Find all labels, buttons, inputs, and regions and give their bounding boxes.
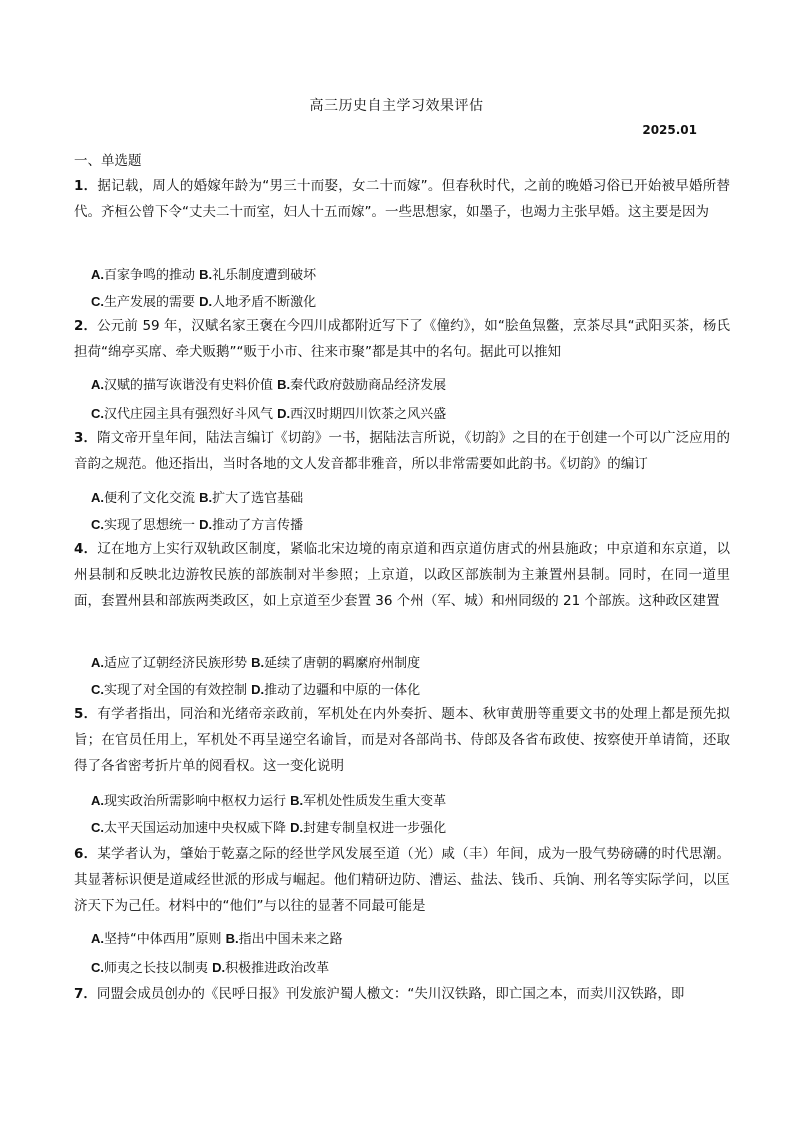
option-text: 人地矛盾不断激化 [212,295,317,310]
option-letter: B. [199,267,213,282]
option-text: 积极推进政治改革 [225,961,330,976]
option-text: 百家争鸣的推动 [104,268,196,283]
question-number: 5． [74,706,98,722]
option-text: 汉赋的描写诙谐没有史料价值 [104,378,274,393]
question-4-options-row-2 [91,679,420,698]
question-2-options-row-1 [91,374,446,393]
option-letter: D. [290,820,304,835]
option-text: 延续了唐朝的羁縻府州制度 [264,656,421,671]
question-stem: 辽在地方上实行双轨政区制度，紧临北宋边境的南京道和西京道仿唐式的州县施政；中京道和东京道，以州县制和反映北边游牧民族的部族制对半参照；上京道，以政区部族制为主兼置州县制。同时，在同一道里面，套置州县和部族两类政区，如上京道至少套置 36 个州（军、城）和州同级的 21 个部族。这种政区建置 [74,541,730,609]
option-letter: B. [251,655,265,670]
option-text: 秦代政府鼓励商品经济发展 [290,378,447,393]
question-stem: 隋文帝开皇年间，陆法言编订《切韵》一书，据陆法言所说，《切韵》之目的在于创建一个可以广泛应用的音韵之规范。他还指出，当时各地的文人发音都非雅音，所以非常需要如此韵书。《切韵》的编订 [74,430,730,472]
question-1-options-row-1 [91,264,316,283]
question-stem: 公元前 59 年，汉赋名家王褒在今四川成都附近写下了《僮约》，如“脍鱼炰鳖，烹茶尽具“武阳买茶，杨氏担荷“绵亭买席、牵犬贩鹅”“贩于小市、往来市聚”都是其中的名句。据此可以推知 [74,318,730,360]
option-text: 实现了思想统一 [104,518,196,533]
option-letter: D. [251,682,265,697]
option-text: 坚持“中体西用”原则 [104,932,222,947]
option-text: 推动了方言传播 [212,518,304,533]
question-5 [74,701,730,779]
option-letter: C. [91,406,104,421]
question-stem: 某学者认为，肇始于乾嘉之际的经世学风发展至道（光）咸（丰）年间，成为一股气势磅礴的时代思潮。其显著标识便是道咸经世派的形成与崛起。他们精研边防、漕运、盐法、钱币、兵饷、刑名等实际学问，以匡济天下为己任。材料中的“他们”与以往的显著不同最可能是 [74,846,730,914]
option-letter: B. [225,931,239,946]
option-letter: B. [290,793,304,808]
option-letter: A. [91,377,104,392]
question-2 [74,313,730,365]
question-number: 6． [74,846,98,862]
question-3-options-row-2 [91,514,303,533]
option-text: 实现了对全国的有效控制 [104,683,248,698]
question-stem: 据记载，周人的婚嫁年龄为“男三十而娶，女二十而嫁”。但春秋时代，之前的晚婚习俗已开始被早婚所替代。齐桓公曾下令“丈夫二十而室，妇人十五而嫁”。一些思想家，如墨子，也竭力主张早婚。这主要是因为 [74,178,730,220]
option-letter: A. [91,793,104,808]
option-letter: C. [91,517,104,532]
option-text: 军机处性质发生重大变革 [303,794,447,809]
question-4 [74,536,730,614]
question-2-options-row-2 [91,403,446,422]
option-letter: D. [212,960,226,975]
option-text: 汉代庄园主具有强烈好斗风气 [104,407,274,422]
question-number: 2． [74,318,98,334]
option-letter: D. [199,517,213,532]
option-letter: C. [91,960,104,975]
option-text: 西汉时期四川饮茶之风兴盛 [290,407,447,422]
question-stem: 有学者指出，同治和光绪帝亲政前，军机处在内外奏折、题本、秋审黄册等重要文书的处理上都是预先拟旨；在官员任用上，军机处不再呈递空名谕旨，而是对各部尚书、侍郎及各省布政使、按察使开单请简，还取得了各省密考折片单的阅看权。这一变化说明 [74,706,730,774]
question-number: 1． [74,178,98,194]
question-5-options-row-2 [91,817,446,836]
option-text: 礼乐制度遭到破坏 [212,268,317,283]
question-3 [74,425,730,477]
question-6-options-row-1 [91,928,343,947]
question-6-options-row-2 [91,957,329,976]
option-letter: A. [91,490,104,505]
question-1 [74,173,730,225]
question-5-options-row-1 [91,790,446,809]
document-title: 高三历史自主学习效果评估 [309,98,484,114]
option-letter: C. [91,820,104,835]
question-number: 7． [74,986,97,1002]
section-heading: 一、单选题 [74,153,142,169]
question-number: 4． [74,541,98,557]
question-4-options-row-1 [91,652,420,671]
option-letter: A. [91,931,104,946]
document-date: 2025.01 [642,123,697,137]
option-letter: C. [91,294,104,309]
option-letter: D. [199,294,213,309]
option-text: 太平天国运动加速中央权威下降 [104,821,287,836]
option-letter: D. [277,406,291,421]
option-text: 现实政治所需影响中枢权力运行 [104,794,287,809]
question-6 [74,841,730,919]
option-letter: A. [91,267,104,282]
question-stem: 同盟会成员创办的《民呼日报》刊发旅沪蜀人檄文：“失川汉铁路，即亡国之本，而卖川汉铁路，即 [96,986,685,1002]
option-text: 指出中国未来之路 [238,932,343,947]
option-letter: B. [199,490,213,505]
option-text: 推动了边疆和中原的一体化 [264,683,421,698]
question-1-options-row-2 [91,291,316,310]
option-letter: B. [277,377,291,392]
question-3-options-row-1 [91,487,303,506]
option-letter: A. [91,655,104,670]
option-text: 适应了辽朝经济民族形势 [104,656,248,671]
option-text: 生产发展的需要 [104,295,196,310]
question-7 [74,981,730,1007]
option-text: 师夷之长技以制夷 [104,961,209,976]
question-number: 3． [74,430,98,446]
option-text: 扩大了选官基础 [212,491,304,506]
option-text: 封建专制皇权进一步强化 [303,821,447,836]
option-text: 便利了文化交流 [104,491,196,506]
option-letter: C. [91,682,104,697]
